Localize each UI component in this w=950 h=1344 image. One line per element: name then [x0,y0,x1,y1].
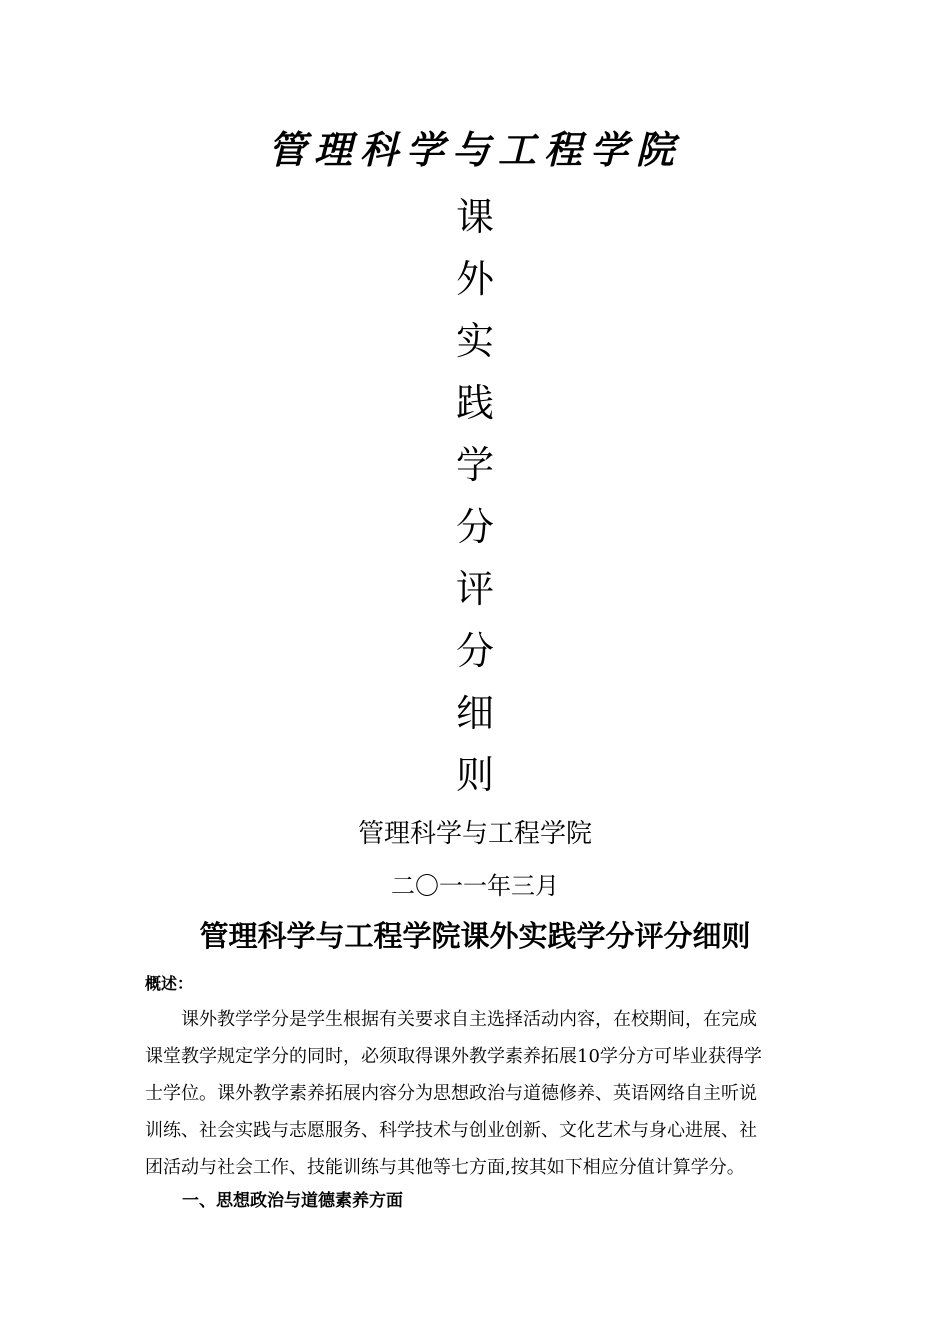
vertical-title-char: 外 [455,257,494,301]
paragraph-line: 团活动与社会工作、技能训练与其他等七方面,按其如下相应分值计算学分。 [145,1157,745,1178]
cover-title: 管理科学与工程学院 [267,128,682,172]
vertical-title-char: 评 [455,567,494,611]
vertical-title-char: 实 [455,319,494,363]
vertical-title-char: 课 [455,195,494,239]
vertical-title-char: 则 [455,753,494,797]
paragraph-line: 课外教学学分是学生根据有关要求自主选择活动内容，在校期间，在完成 [181,1009,757,1030]
document-title: 管理科学与工程学院课外实践学分评分细则 [199,919,751,953]
cover-date: 二〇一一年三月 [391,872,559,900]
vertical-title-char: 践 [455,381,494,425]
paragraph-line: 训练、社会实践与志愿服务、科学技术与创业创新、文化艺术与身心进展、社 [145,1120,757,1141]
overview-label: 概述： [145,974,194,993]
cover-organization: 管理科学与工程学院 [357,819,592,849]
vertical-cover-title [445,186,505,806]
vertical-title-char: 学 [455,443,494,487]
overview-paragraph [145,1001,807,1186]
vertical-title-char: 分 [455,505,494,549]
paragraph-line: 课堂教学规定学分的同时，必须取得课外教学素养拓展10学分方可毕业获得学 [145,1046,762,1067]
section-heading: 一、思想政治与道德素养方面 [182,1191,403,1211]
vertical-title-char: 分 [455,629,494,673]
paragraph-line: 士学位。课外教学素养拓展内容分为思想政治与道德修养、英语网络自主听说 [145,1083,757,1104]
vertical-title-char: 细 [455,691,494,735]
